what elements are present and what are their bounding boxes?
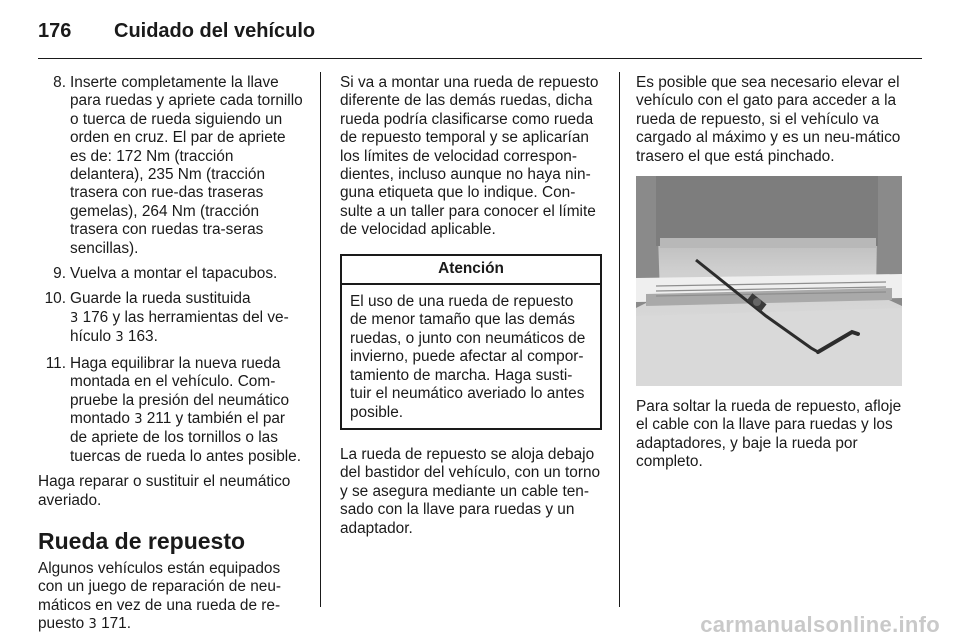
list-item xyxy=(38,265,305,283)
paragraph: Algunos vehículos están equipados con un juego de reparación de neu-máticos en vez de una rueda de re-puesto 3 171. xyxy=(38,559,282,633)
list-text: Vuelva a montar el tapacubos. xyxy=(70,265,278,283)
column-1 xyxy=(38,74,305,641)
list-number: 8. xyxy=(53,74,66,91)
column-2 xyxy=(340,74,602,544)
paragraph: La rueda de repuesto se aloja debajo del bastidor del vehículo, con un torno y se asegura mediante un cable ten-sado con la llave para ruedas y un adaptador. xyxy=(340,445,601,537)
paragraph: Para soltar la rueda de repuesto, afloje el cable con la llave para ruedas y los adaptadores, y baje la rueda por completo. xyxy=(636,398,902,471)
page-ref-link[interactable]: 171. xyxy=(101,615,132,633)
list-text: Haga equilibrar la nueva rueda montada en el vehículo. Com-pruebe la presión del neumático montado 3 211 y también el par de apriete de los tornillos o las tuercas de rueda lo antes posible. xyxy=(70,354,302,465)
column-3 xyxy=(636,74,902,478)
list-number: 11. xyxy=(45,354,66,372)
spare-wheel-photo xyxy=(636,176,902,386)
paragraph: Es posible que sea necesario elevar el vehículo con el gato para acceder a la rueda de repuesto, si el vehículo va cargado al máximo y es un neu-mático trasero el que está pinchado. xyxy=(636,74,901,165)
chapter-title: Cuidado del vehículo xyxy=(114,19,316,42)
page-header xyxy=(38,14,315,48)
page-ref-arrow-icon: 3 xyxy=(88,617,97,633)
list-text: Inserte completamente la llave para ruedas y apriete cada tornillo o tuerca de rueda siguiendo un orden en cruz. El par de apriete es de: 172 Nm (tracción delantera), 235 Nm (tracción trasera con rue-das traseras gemelas), 264 Nm (tracción trasera con ruedas tra-seras sencillas). xyxy=(70,74,303,257)
section-heading: Rueda de repuesto xyxy=(38,527,246,554)
page-ref-arrow-icon: 3 xyxy=(115,330,124,346)
header-rule xyxy=(38,58,922,59)
list-item xyxy=(38,355,305,466)
list-number: 9. xyxy=(53,265,66,283)
warning-text: El uso de una rueda de repuesto de menor tamaño que las demás ruedas, o junto con neumáticos de invierno, puede afectar al compor-tamiento de marcha. Haga susti-tuir el neumático averiado lo antes posible. xyxy=(350,293,586,421)
page-ref-link[interactable]: 163. xyxy=(127,328,158,346)
list-text: Guarde la rueda sustituida 3 176 y las herramientas del ve-hículo 3 163. xyxy=(70,290,289,346)
list-item xyxy=(38,290,305,347)
page-ref-arrow-icon: 3 xyxy=(70,310,79,326)
column-divider xyxy=(619,72,620,607)
watermark: carmanualsonline.info xyxy=(700,612,940,637)
column-divider xyxy=(320,72,321,607)
list-item xyxy=(38,74,305,258)
paragraph: Haga reparar o sustituir el neumático averiado. xyxy=(38,473,291,509)
photo-illustration xyxy=(636,176,902,386)
page-ref-arrow-icon: 3 xyxy=(134,411,143,427)
warning-title: Atención xyxy=(342,256,600,285)
paragraph: Si va a montar una rueda de repuesto diferente de las demás ruedas, dicha rueda podría clasificarse como rueda de repuesto temporal y se aplicarían los límites de velocidad correspon-dientes, incluso aunque no haya nin-guna etiqueta que lo indique. Con-sulte a un taller para conocer el límite de velocidad aplicable. xyxy=(340,74,599,239)
page-ref-link[interactable]: 176 y las herramientas del ve-hículo xyxy=(70,308,289,346)
list-number: 10. xyxy=(44,290,66,308)
page-ref-link[interactable]: 211 y también el par de apriete de los tornillos o las tuercas de rueda lo antes posible. xyxy=(70,409,302,465)
warning-box xyxy=(340,254,602,430)
page-number: 176 xyxy=(38,19,72,42)
